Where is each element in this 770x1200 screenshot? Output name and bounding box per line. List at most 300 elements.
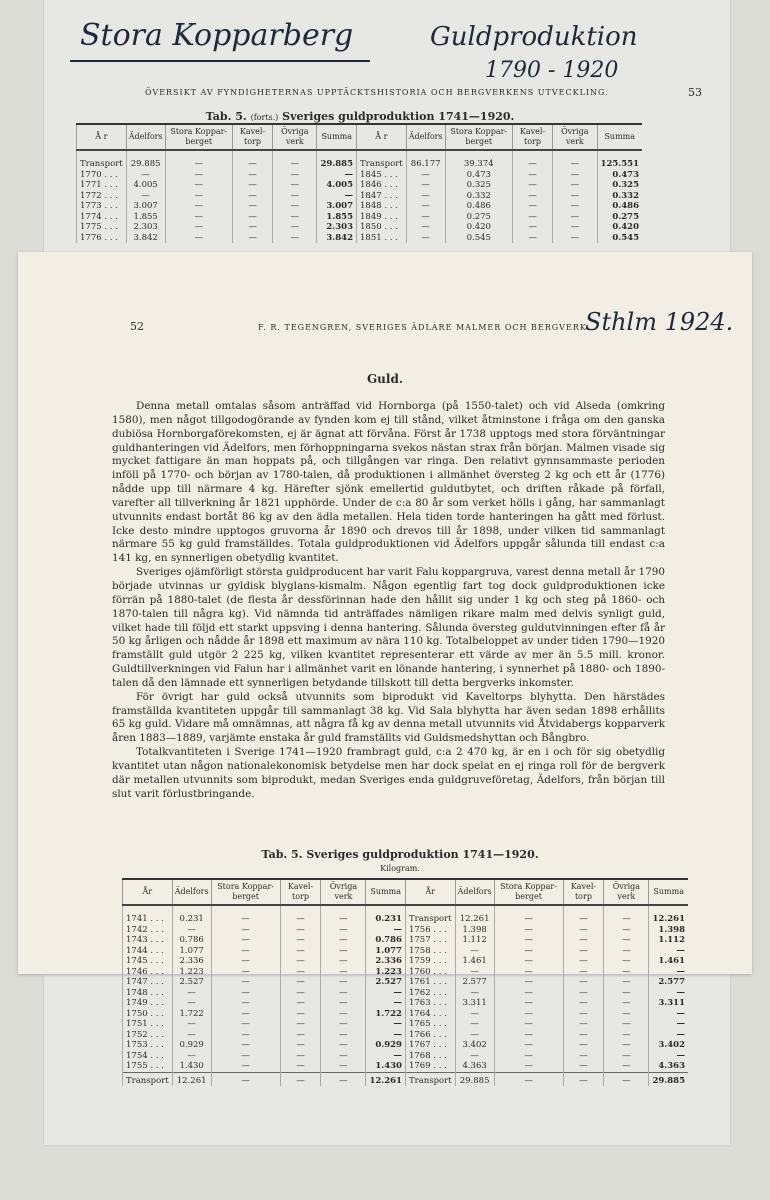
table-cell: — bbox=[604, 946, 649, 957]
table-cell: Transport bbox=[405, 1072, 455, 1086]
table-cell: — bbox=[366, 1051, 406, 1062]
table-cell: 0.420 bbox=[445, 222, 512, 233]
table-cell: — bbox=[494, 1051, 563, 1062]
table-cell: — bbox=[273, 170, 317, 181]
table-row bbox=[77, 170, 643, 181]
table-cell: — bbox=[604, 1019, 649, 1030]
back-table bbox=[76, 123, 642, 243]
table-cell: 1747 . . . bbox=[123, 977, 173, 988]
column-header: Stora Koppar-berget bbox=[445, 124, 512, 150]
table-cell: — bbox=[406, 201, 445, 212]
table-cell: — bbox=[494, 1019, 563, 1030]
table-cell: — bbox=[494, 1009, 563, 1020]
table-cell: 1.112 bbox=[649, 935, 688, 946]
table-cell: — bbox=[172, 1019, 211, 1030]
table-cell: — bbox=[280, 977, 321, 988]
caption-forts: (forts.) bbox=[250, 113, 279, 122]
table-cell: 1849 . . . bbox=[357, 212, 407, 223]
table-cell: 2.336 bbox=[172, 956, 211, 967]
table-cell: 3.007 bbox=[126, 201, 165, 212]
table-cell: 1766 . . . bbox=[405, 1030, 455, 1041]
table-row bbox=[123, 977, 689, 988]
table-cell: — bbox=[406, 180, 445, 191]
table-cell: — bbox=[649, 1030, 688, 1041]
table-cell: — bbox=[649, 1019, 688, 1030]
table-cell: 0.786 bbox=[366, 935, 406, 946]
table-cell: — bbox=[211, 988, 280, 999]
page-number: 52 bbox=[130, 320, 144, 333]
table-cell: 4.005 bbox=[317, 180, 357, 191]
table-caption bbox=[60, 110, 660, 123]
table-cell: — bbox=[165, 150, 232, 170]
table-row bbox=[123, 1030, 689, 1041]
table-cell: — bbox=[563, 946, 604, 957]
table-cell: 3.311 bbox=[649, 998, 688, 1009]
table-cell: 4.363 bbox=[649, 1061, 688, 1072]
table-cell: — bbox=[494, 1061, 563, 1072]
table-cell: — bbox=[604, 998, 649, 1009]
table-cell: 1.461 bbox=[455, 956, 494, 967]
table-cell: — bbox=[563, 1009, 604, 1020]
table-cell: 0.486 bbox=[445, 201, 512, 212]
table-cell: — bbox=[494, 905, 563, 925]
table-cell: 2.303 bbox=[317, 222, 357, 233]
handwritten-underline bbox=[70, 60, 370, 62]
table-cell: — bbox=[494, 946, 563, 957]
table-cell: — bbox=[211, 935, 280, 946]
table-cell: — bbox=[512, 150, 552, 170]
column-header: Övriga verk bbox=[273, 124, 317, 150]
table-cell: — bbox=[494, 956, 563, 967]
table-cell: — bbox=[406, 170, 445, 181]
table-cell: 1.722 bbox=[172, 1009, 211, 1020]
table-cell: 3.842 bbox=[317, 233, 357, 244]
handwritten-note-2: 1790 - 1920 bbox=[485, 58, 619, 83]
table-cell: — bbox=[273, 150, 317, 170]
table-cell: — bbox=[172, 998, 211, 1009]
column-header: Kavel-torp bbox=[512, 124, 552, 150]
table-cell: 1744 . . . bbox=[123, 946, 173, 957]
table-cell: 1750 . . . bbox=[123, 1009, 173, 1020]
table-cell: — bbox=[604, 988, 649, 999]
table-cell: 29.885 bbox=[455, 1072, 494, 1086]
table-cell: — bbox=[366, 1019, 406, 1030]
table-cell: 1762 . . . bbox=[405, 988, 455, 999]
column-header: Ädelfors bbox=[406, 124, 445, 150]
column-header: Ädelfors bbox=[126, 124, 165, 150]
table-cell: — bbox=[604, 967, 649, 978]
table-cell: 3.402 bbox=[455, 1040, 494, 1051]
table-cell: — bbox=[172, 1030, 211, 1041]
table-cell: — bbox=[273, 233, 317, 244]
table-cell: — bbox=[165, 201, 232, 212]
table-row bbox=[123, 905, 689, 925]
table-cell: 4.005 bbox=[126, 180, 165, 191]
paragraph: Sveriges ojämförligt största guldproducent har varit Falu koppargruva, varest denna metall år 1790 började utvinnas ur gyldisk blyglans-kismalm. Någon egentlig fart tog dock guldproduktionen icke förrän på 1880-talet (de flesta år dessförinnan hade den hållit sig under 1 kg och steg på 1860- och 1870-talen till några kg). Vid nämnda tid anträffades nämligen rikare malm med delvis synligt guld, vilket hade till följd ett starkt uppsving i denna hantering. Sålunda översteg guldutvinningen efter få år 50 kg årligen och nådde år 1898 ett maximum av nära 110 kg. Totalbeloppet av under tiden 1790—1920 framställt guld utgör 2 225 kg, vilken kvantitet representerar ett värde av mer än 5.5 mill. kronor. Guldtillverkningen vid Falun har i allmänhet varit en lönande hantering, i synnerhet på 1880- och 1890-talen då den lämnade ett synnerligen betydande tillskott till detta bergverks inkomster. bbox=[112, 566, 665, 689]
table-cell: — bbox=[455, 1019, 494, 1030]
table-cell: — bbox=[512, 233, 552, 244]
table-cell: 1850 . . . bbox=[357, 222, 407, 233]
table-cell: — bbox=[494, 935, 563, 946]
table-cell: — bbox=[455, 946, 494, 957]
table-cell: 1.077 bbox=[172, 946, 211, 957]
table-cell: 1.430 bbox=[366, 1061, 406, 1072]
table-cell: — bbox=[321, 1051, 366, 1062]
table-row bbox=[123, 1019, 689, 1030]
column-header: Summa bbox=[597, 124, 642, 150]
header-row bbox=[123, 879, 689, 905]
table-cell: — bbox=[455, 967, 494, 978]
table-cell: — bbox=[455, 1009, 494, 1020]
table-cell: — bbox=[406, 212, 445, 223]
column-header: Stora Koppar-berget bbox=[165, 124, 232, 150]
table-cell: — bbox=[165, 222, 232, 233]
table-cell: — bbox=[563, 988, 604, 999]
caption-tab: Tab. 5. bbox=[205, 110, 247, 123]
table-cell: — bbox=[273, 222, 317, 233]
table-cell: 2.336 bbox=[366, 956, 406, 967]
table-cell: 1772 . . . bbox=[77, 191, 127, 202]
table-cell: — bbox=[512, 222, 552, 233]
table-row bbox=[123, 998, 689, 1009]
table-cell: — bbox=[649, 1009, 688, 1020]
column-header: Kavel-torp bbox=[280, 879, 321, 905]
table-cell: — bbox=[280, 1061, 321, 1072]
column-header: Stora Koppar-berget bbox=[494, 879, 563, 905]
column-header: Kavel-torp bbox=[563, 879, 604, 905]
table-cell: — bbox=[563, 998, 604, 1009]
table-cell: — bbox=[649, 988, 688, 999]
table-cell: — bbox=[649, 946, 688, 957]
table-cell: 0.473 bbox=[445, 170, 512, 181]
table-cell: 1.855 bbox=[126, 212, 165, 223]
table-cell: 3.007 bbox=[317, 201, 357, 212]
table-cell: — bbox=[211, 977, 280, 988]
table-row bbox=[123, 1009, 689, 1020]
table-cell: 39.374 bbox=[445, 150, 512, 170]
table-unit: Kilogram. bbox=[380, 864, 420, 873]
table-cell: 1764 . . . bbox=[405, 1009, 455, 1020]
table-cell: — bbox=[494, 998, 563, 1009]
table-cell: — bbox=[563, 1051, 604, 1062]
column-header: Summa bbox=[649, 879, 688, 905]
table-cell: 0.231 bbox=[366, 905, 406, 925]
table-cell: 1748 . . . bbox=[123, 988, 173, 999]
table-cell: — bbox=[512, 180, 552, 191]
table-cell: 3.402 bbox=[649, 1040, 688, 1051]
table-cell: — bbox=[321, 1040, 366, 1051]
running-head: ÖVERSIKT AV FYNDIGHETERNAS UPPTÄCKTSHISTORIA OCH BERGVERKENS UTVECKLING. bbox=[145, 88, 609, 97]
table-cell: — bbox=[553, 180, 597, 191]
table-cell: 0.420 bbox=[597, 222, 642, 233]
table-cell: — bbox=[321, 1019, 366, 1030]
table-cell: 0.231 bbox=[172, 905, 211, 925]
table-cell: — bbox=[604, 1009, 649, 1020]
table-cell: — bbox=[553, 212, 597, 223]
table-cell: — bbox=[366, 998, 406, 1009]
table-cell: — bbox=[232, 222, 272, 233]
table-cell: — bbox=[649, 967, 688, 978]
table-cell: — bbox=[321, 1061, 366, 1072]
table-cell: — bbox=[494, 1030, 563, 1041]
table-cell: 1773 . . . bbox=[77, 201, 127, 212]
table-cell: — bbox=[604, 925, 649, 936]
table-cell: — bbox=[232, 212, 272, 223]
table-cell: 12.261 bbox=[455, 905, 494, 925]
table-cell: — bbox=[280, 1072, 321, 1086]
table-cell: — bbox=[604, 1030, 649, 1041]
table-cell: — bbox=[280, 967, 321, 978]
table-cell: 1.112 bbox=[455, 935, 494, 946]
table-cell: — bbox=[232, 170, 272, 181]
table-cell: — bbox=[211, 1051, 280, 1062]
table-cell: 4.363 bbox=[455, 1061, 494, 1072]
column-header: Å r bbox=[77, 124, 127, 150]
table-cell: 12.261 bbox=[649, 905, 688, 925]
table-cell: — bbox=[512, 191, 552, 202]
table-cell: 1.398 bbox=[649, 925, 688, 936]
table-cell: 0.486 bbox=[597, 201, 642, 212]
table-cell: — bbox=[604, 977, 649, 988]
table-cell: 1758 . . . bbox=[405, 946, 455, 957]
table-cell: 1848 . . . bbox=[357, 201, 407, 212]
table-row bbox=[123, 946, 689, 957]
table-cell: — bbox=[273, 180, 317, 191]
table-cell: 1756 . . . bbox=[405, 925, 455, 936]
table-cell: 2.577 bbox=[649, 977, 688, 988]
table-cell: — bbox=[406, 233, 445, 244]
table-cell: — bbox=[321, 977, 366, 988]
table-row bbox=[77, 222, 643, 233]
table-cell: 1752 . . . bbox=[123, 1030, 173, 1041]
paragraph: Totalkvantiteten i Sverige 1741—1920 frambragt guld, c:a 2 470 kg, är en i och för sig obetydlig kvantitet utan någon nationalekonomisk betydelse men har dock spelat en ej ringa roll för de bergverk där metallen utvunnits som biprodukt, medan Sveriges enda guldgruveföretag, Ädelfors, från början till slut varit förlustbringande. bbox=[112, 746, 665, 800]
table-cell: — bbox=[553, 191, 597, 202]
table-cell: — bbox=[273, 201, 317, 212]
column-header: Övriga verk bbox=[604, 879, 649, 905]
table-cell: 1.077 bbox=[366, 946, 406, 957]
column-header: Å r bbox=[357, 124, 407, 150]
table-cell: — bbox=[406, 191, 445, 202]
handwritten-date: Sthlm 1924. bbox=[585, 308, 734, 336]
column-header: Stora Koppar-berget bbox=[211, 879, 280, 905]
table-cell: — bbox=[211, 1072, 280, 1086]
table-cell: 1774 . . . bbox=[77, 212, 127, 223]
table-cell: 1765 . . . bbox=[405, 1019, 455, 1030]
table-cell: 0.332 bbox=[597, 191, 642, 202]
table-cell: — bbox=[494, 988, 563, 999]
caption-title: Sveriges guldproduktion 1741—1920. bbox=[282, 110, 515, 123]
table-cell: 1771 . . . bbox=[77, 180, 127, 191]
table-cell: 0.929 bbox=[172, 1040, 211, 1051]
table-cell: 1763 . . . bbox=[405, 998, 455, 1009]
column-header: Kavel-torp bbox=[232, 124, 272, 150]
table-cell: 0.545 bbox=[597, 233, 642, 244]
table-cell: — bbox=[604, 1061, 649, 1072]
column-header: Summa bbox=[317, 124, 357, 150]
table-cell: 2.527 bbox=[366, 977, 406, 988]
table-cell: 1769 . . . bbox=[405, 1061, 455, 1072]
table-cell: 1755 . . . bbox=[123, 1061, 173, 1072]
table-cell: 1.398 bbox=[455, 925, 494, 936]
column-header: Övriga verk bbox=[321, 879, 366, 905]
column-header: År bbox=[123, 879, 173, 905]
table-cell: — bbox=[280, 988, 321, 999]
table-cell: — bbox=[232, 191, 272, 202]
handwritten-title: Stora Kopparberg bbox=[80, 18, 354, 53]
table-cell: — bbox=[126, 191, 165, 202]
table-cell: — bbox=[211, 1009, 280, 1020]
table-row bbox=[77, 212, 643, 223]
table-cell: — bbox=[273, 212, 317, 223]
table-cell: 1742 . . . bbox=[123, 925, 173, 936]
table-cell: — bbox=[563, 935, 604, 946]
table-cell: — bbox=[317, 170, 357, 181]
table-cell: — bbox=[211, 1019, 280, 1030]
table-cell: 1768 . . . bbox=[405, 1051, 455, 1062]
table-cell: 1846 . . . bbox=[357, 180, 407, 191]
table-cell: — bbox=[553, 150, 597, 170]
table-cell: Transport bbox=[123, 1072, 173, 1086]
column-header: Övriga verk bbox=[553, 124, 597, 150]
table-cell: — bbox=[563, 905, 604, 925]
column-header: Ädelfors bbox=[172, 879, 211, 905]
table-cell: 1746 . . . bbox=[123, 967, 173, 978]
table-cell: — bbox=[563, 1072, 604, 1086]
table-cell: 0.325 bbox=[445, 180, 512, 191]
table-row bbox=[77, 191, 643, 202]
table-cell: 2.527 bbox=[172, 977, 211, 988]
table-cell: — bbox=[406, 222, 445, 233]
table-cell: — bbox=[280, 1009, 321, 1020]
table-cell: 12.261 bbox=[366, 1072, 406, 1086]
column-header: År bbox=[405, 879, 455, 905]
table-cell: — bbox=[366, 1030, 406, 1041]
table-cell: 1847 . . . bbox=[357, 191, 407, 202]
table-cell: — bbox=[455, 988, 494, 999]
table-cell: Transport bbox=[405, 905, 455, 925]
table-cell: — bbox=[126, 170, 165, 181]
table-cell: — bbox=[232, 233, 272, 244]
paragraph: För övrigt har guld också utvunnits som biprodukt vid Kaveltorps blyhytta. Den härstädes framställda kvantiteten uppgår till sammanlagt 38 kg. Vid Sala blyhytta har även sedan 1898 erhållits 65 kg guld. Vidare må omnämnas, att några få kg av denna metall utvunnits vid Åtvidabergs kopparverk åren 1883—1889, varjämte enstaka år guld framställts vid Guldsmedshyttan och Bångbro. bbox=[112, 690, 665, 745]
table-cell: — bbox=[165, 233, 232, 244]
table-cell: — bbox=[321, 967, 366, 978]
table-cell: 1761 . . . bbox=[405, 977, 455, 988]
table-cell: — bbox=[280, 998, 321, 1009]
table-cell: 3.311 bbox=[455, 998, 494, 1009]
table-cell: — bbox=[232, 180, 272, 191]
table-cell: — bbox=[211, 967, 280, 978]
table-cell: — bbox=[494, 925, 563, 936]
table-cell: 0.332 bbox=[445, 191, 512, 202]
table-row bbox=[77, 233, 643, 244]
table-cell: — bbox=[563, 1061, 604, 1072]
table-cell: 0.275 bbox=[597, 212, 642, 223]
table-cell: 86.177 bbox=[406, 150, 445, 170]
table-cell: — bbox=[211, 905, 280, 925]
table-cell: 2.303 bbox=[126, 222, 165, 233]
table-cell: 1.461 bbox=[649, 956, 688, 967]
table-cell: — bbox=[604, 935, 649, 946]
table-cell: 0.275 bbox=[445, 212, 512, 223]
table-cell: 1770 . . . bbox=[77, 170, 127, 181]
table-cell: 1851 . . . bbox=[357, 233, 407, 244]
table-cell: — bbox=[455, 1030, 494, 1041]
table-cell: Transport bbox=[77, 150, 127, 170]
table-cell: — bbox=[604, 956, 649, 967]
table-cell: 1760 . . . bbox=[405, 967, 455, 978]
table-row bbox=[77, 150, 643, 170]
table-row bbox=[123, 1040, 689, 1051]
table-row bbox=[123, 935, 689, 946]
paragraph: Denna metall omtalas såsom anträffad vid Hornborga (på 1550-talet) och vid Alseda (omkring 1580), men något tillgodogörande av fynden kom ej till stånd, vilket åtminstone i fråga om den ganska dubiösa Hornborgaförekomsten, ej är ägnat att förvåna. Först år 1738 upptogs med stora förväntningar guldhanteringen vid Ädelfors, men förhoppningarna svekos nästan strax från början. Malmen visade sig mycket fattigare än man hoppats på, och tillgången var ringa. Den relativt gynnsammaste perioden inföll på 1770- och början av 1780-talen, då produktionen i allmänhet översteg 2 kg och ett år (1776) nådde upp till närmare 4 kg. Härefter sjönk emellertid guldutbytet, och driften råkade på förfall, varefter all tillverkning år 1821 upphörde. Under de c:a 80 år som verket hölls i gång, har sammanlagt utvunnits endast bortåt 86 kg av den ädla metallen. Hela tiden torde hanteringen ha gått med förlust. Icke desto mindre upptogos gruvorna år 1890 och drevos till år 1898, under vilken tid sammanlagt närmare 55 kg guld framställdes. Totala guldproduktionen vid Ädelfors uppgår sålunda till endast c:a 141 kg, en synnerligen obetydlig kvantitet. bbox=[112, 400, 665, 565]
table-cell: — bbox=[494, 967, 563, 978]
table-cell: 1.223 bbox=[172, 967, 211, 978]
table-cell: — bbox=[211, 956, 280, 967]
table-cell: 29.885 bbox=[649, 1072, 688, 1086]
table-cell: — bbox=[211, 946, 280, 957]
table-row bbox=[123, 1051, 689, 1062]
running-head: F. R. TEGENGREN, SVERIGES ÄDLARE MALMER OCH BERGVERK. bbox=[258, 323, 591, 332]
table-cell: — bbox=[172, 988, 211, 999]
table-cell: 2.577 bbox=[455, 977, 494, 988]
table-cell: Transport bbox=[357, 150, 407, 170]
table-cell: — bbox=[321, 905, 366, 925]
table-row bbox=[123, 988, 689, 999]
table-cell: 0.325 bbox=[597, 180, 642, 191]
table-cell: — bbox=[553, 170, 597, 181]
table-cell: — bbox=[512, 170, 552, 181]
table-row bbox=[123, 925, 689, 936]
table-cell: — bbox=[165, 191, 232, 202]
table-cell: — bbox=[553, 222, 597, 233]
table-cell: — bbox=[366, 988, 406, 999]
table-cell: — bbox=[211, 1030, 280, 1041]
transport-row bbox=[123, 1072, 689, 1086]
table-cell: — bbox=[563, 977, 604, 988]
table-cell: — bbox=[512, 212, 552, 223]
table-cell: — bbox=[280, 1040, 321, 1051]
table-cell: 1741 . . . bbox=[123, 905, 173, 925]
table-cell: 125.551 bbox=[597, 150, 642, 170]
table-cell: 1767 . . . bbox=[405, 1040, 455, 1051]
table-cell: — bbox=[494, 1072, 563, 1086]
table-cell: — bbox=[553, 201, 597, 212]
table-cell: — bbox=[604, 1072, 649, 1086]
table-cell: — bbox=[512, 201, 552, 212]
table-cell: — bbox=[455, 1051, 494, 1062]
table-cell: — bbox=[494, 1040, 563, 1051]
table-cell: 1775 . . . bbox=[77, 222, 127, 233]
table-row bbox=[123, 956, 689, 967]
table-row bbox=[123, 967, 689, 978]
table-cell: — bbox=[165, 170, 232, 181]
table-cell: 1749 . . . bbox=[123, 998, 173, 1009]
table-cell: — bbox=[563, 1040, 604, 1051]
table-cell: — bbox=[280, 956, 321, 967]
table-cell: — bbox=[321, 946, 366, 957]
table-cell: 12.261 bbox=[172, 1072, 211, 1086]
table-cell: — bbox=[211, 925, 280, 936]
table-row bbox=[77, 201, 643, 212]
table-cell: — bbox=[321, 956, 366, 967]
table-cell: — bbox=[494, 977, 563, 988]
table-cell: 1.430 bbox=[172, 1061, 211, 1072]
table-cell: 0.929 bbox=[366, 1040, 406, 1051]
table-cell: 0.473 bbox=[597, 170, 642, 181]
table-cell: 1759 . . . bbox=[405, 956, 455, 967]
table-cell: — bbox=[280, 905, 321, 925]
table-cell: — bbox=[321, 988, 366, 999]
